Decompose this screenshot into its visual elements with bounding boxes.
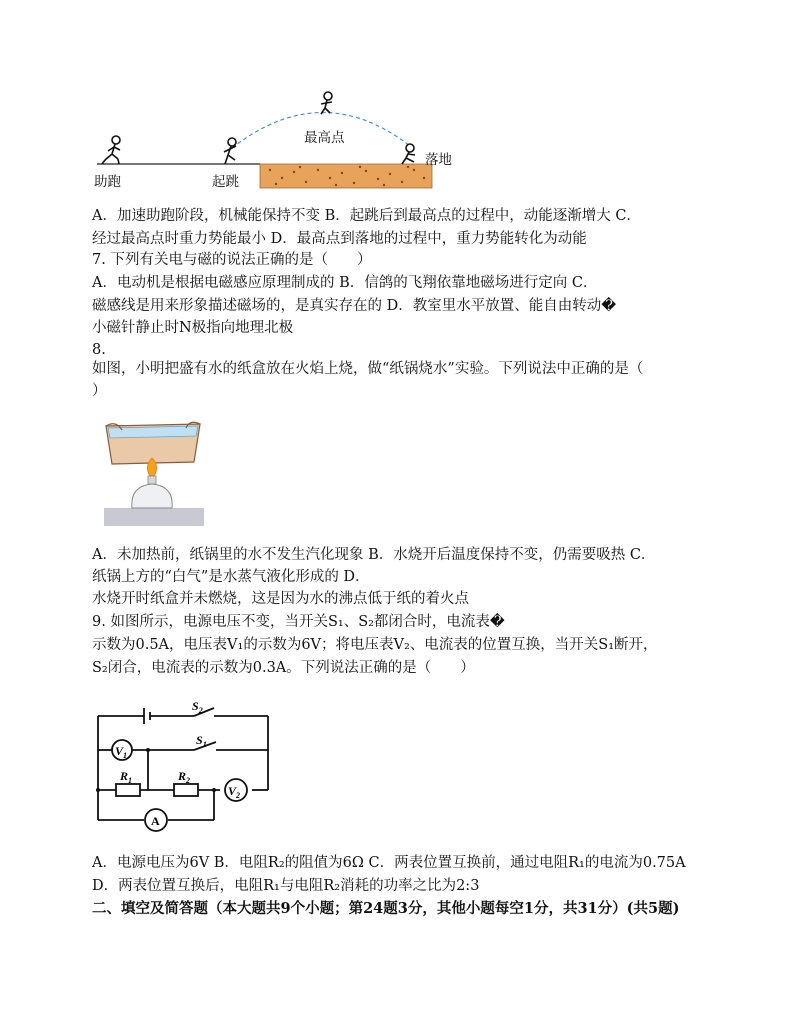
v2-label: $V_2$ [228,784,241,800]
q8-stem-line1: 如图，小明把盛有水的纸盒放在火焰上烧，做“纸锅烧水”实验。下列说法中正确的是（ [92,361,644,377]
resistor-r2 [174,784,198,796]
v1-label: $V_1$ [115,744,128,760]
q7-options-line2: 磁感线是用来形象描述磁场的，是真实存在的 D．教室里水平放置、能自由转动� [92,298,617,314]
q8-options-line2: 纸锅上方的“白气”是水蒸气液化形成的 D． [92,569,370,585]
circuit-figure [92,698,282,840]
long-jump-figure [92,88,452,194]
circuit-diagram [92,698,282,840]
q9-stem-line2: 示数为0.5A，电压表V₁的示数为6V；将电压表V₂、电流表的位置互换，当开关S₁断开， [92,637,658,653]
q7-options-line3: 小磁针静止时N极指向地理北极 [92,320,294,336]
s1-label: $S_1$ [196,733,207,749]
ammeter-label: A [151,814,160,828]
r1-label: $R_1$ [120,769,133,785]
paper-pot-figure [104,416,204,528]
jumper-figure [224,138,236,164]
q7-options-line1: A．电动机是根据电磁感应原理制成的 B．信鸽的飞翔依靠地磁场进行定向 C． [92,275,598,291]
label-jump: 起跳 [212,174,239,190]
resistor-r1 [116,784,140,796]
sand-pit [260,164,432,188]
runner-figure [102,136,120,164]
water [108,426,198,438]
q6-options-line2: 经过最高点时重力势能最小 D．最高点到落地的过程中，重力势能转化为动能 [92,231,587,247]
label-top: 最高点 [304,130,345,146]
paper-pot-diagram [104,416,204,528]
q6-options-line1: A．加速助跑阶段，机械能保持不变 B．起跳后到最高点的过程中，动能逐渐增大 C． [92,208,641,224]
alcohol-lamp [132,484,172,508]
r2-label: $R_2$ [178,769,191,785]
label-run: 助跑 [94,174,121,190]
landing-figure [402,144,415,164]
q8-number: 8. [92,342,106,358]
q9-options-line1: A．电源电压为6V B．电阻R₂的阻值为6Ω C．两表位置互换前，通过电阻R₁的电流为0.75A [92,855,686,871]
q8-stem-line2: ） [92,383,107,399]
label-land: 落地 [425,152,452,168]
top-figure [321,92,332,114]
q9-stem-line3: S₂闭合，电流表的示数为0.3A。下列说法正确的是（ ） [92,660,475,676]
long-jump-diagram [92,88,452,194]
q7-stem: 7. 下列有关电与磁的说法正确的是（ ） [92,252,372,268]
q9-options-line2: D．两表位置互换后，电阻R₁与电阻R₂消耗的功率之比为2:3 [92,878,480,894]
q8-options-line1: A．未加热前，纸锅里的水不发生汽化现象 B．水烧开后温度保持不变，仍需要吸热 C． [92,547,656,563]
section-2-heading: 二、填空及简答题（本大题共9个小题；第24题3分，其他小题每空1分，共31分）(共5题) [92,900,680,917]
q9-stem-line1: 9. 如图所示，电源电压不变，当开关S₁、S₂都闭合时，电流表� [92,614,505,630]
q8-options-line3: 水烧开时纸盒并未燃烧，这是因为水的沸点低于纸的着火点 [92,591,469,607]
s2-label: $S_2$ [192,699,203,715]
